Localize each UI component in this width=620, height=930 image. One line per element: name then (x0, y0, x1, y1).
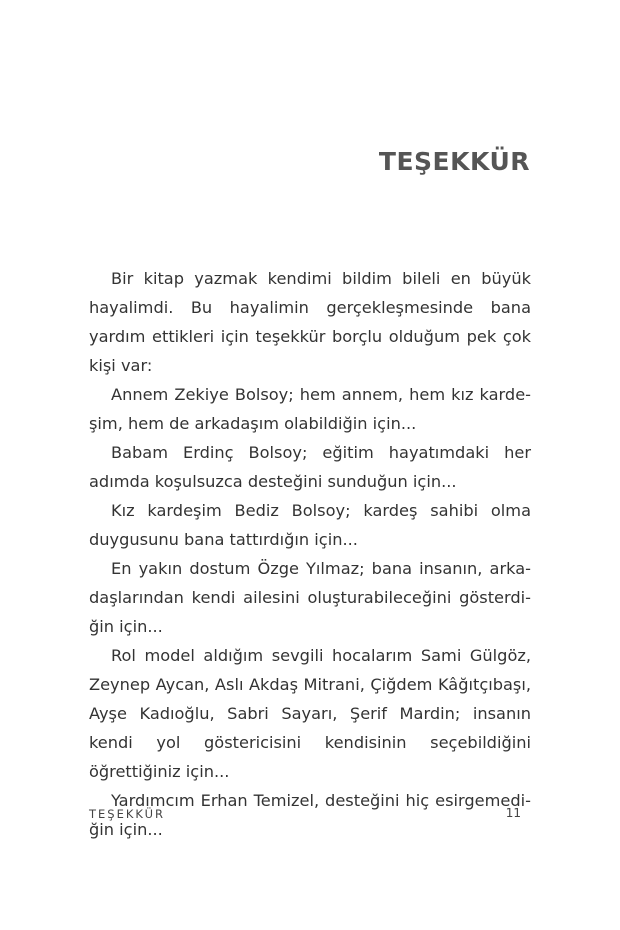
paragraph-assistant: Yardımcım Erhan Temizel, desteğini hiç esirgemediğin için... (89, 791, 531, 839)
acknowledgements-body (89, 264, 531, 844)
paragraph-friend: En yakın dostum Özge Yılmaz; bana insanın, arkadaşlarından kendi ailesini oluşturabileceğini gösterdiğin için... (89, 559, 531, 636)
paragraph-sister: Kız kardeşim Bediz Bolsoy; kardeş sahibi olma duygusunu bana tattırdığın için... (89, 501, 531, 549)
page-number: 11 (505, 806, 521, 820)
paragraph-mother: Annem Zekiye Bolsoy; hem annem, hem kız kardeşim, hem de arkadaşım olabildiğin için... (89, 385, 531, 433)
paragraph-intro: Bir kitap yazmak kendimi bildim bileli en büyük hayalimdi. Bu hayalimin gerçekleşmesinde bana yardım ettikleri için teşekkür borçlu olduğum pek çok kişi var: (89, 269, 531, 375)
footer-running-head: TEŞEKKÜR (89, 807, 166, 821)
page-title: TEŞEKKÜR (378, 147, 530, 176)
paragraph-teachers: Rol model aldığım sevgili hocalarım Sami Gülgöz, Zeynep Aycan, Aslı Akdaş Mitrani, Çiğdem Kâğıtçıbaşı, Ayşe Kadıoğlu, Sabri Sayarı, Şerif Mardin; insanın kendi yol göstericisini kendisinin seçebildiğini öğrettiğiniz için... (89, 646, 531, 781)
paragraph-father: Babam Erdinç Bolsoy; eğitim hayatımdaki her adımda koşulsuzca desteğini sunduğun için... (89, 443, 531, 491)
